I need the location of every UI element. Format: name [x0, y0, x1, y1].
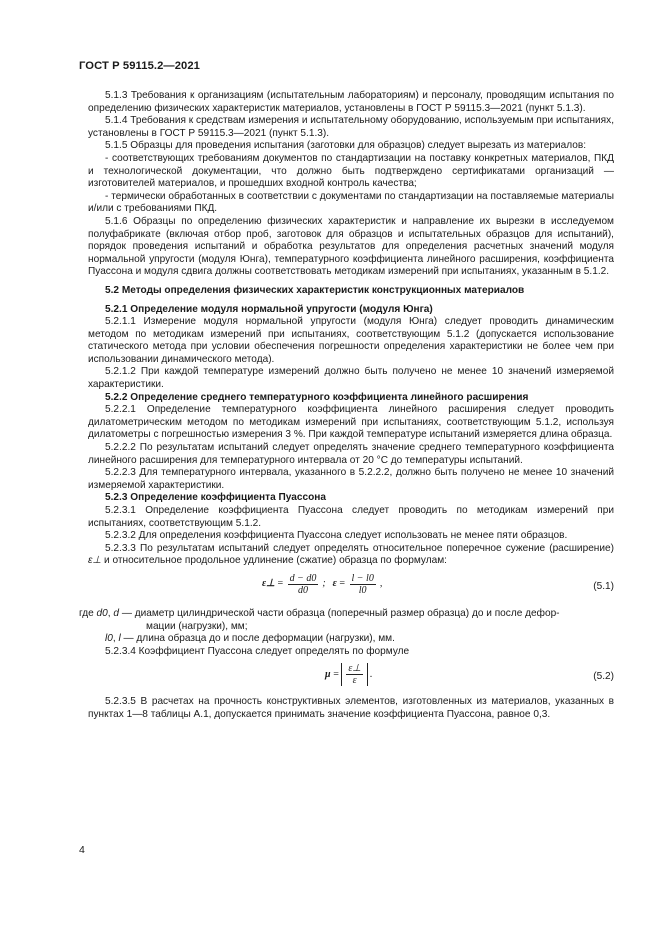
paragraph-5-1-4: 5.1.4 Требования к средствам измерения и испытательному оборудованию, используемым при испытаниях, установлены в ГОСТ Р 59115.3—2021 (пункт 5.1.3).	[88, 115, 614, 139]
paragraph-5-2-1-2: 5.2.1.2 При каждой температуре измерений должно быть получено не менее 10 значений измеряемой характеристики.	[88, 366, 614, 391]
subsection-heading-5-2-3: 5.2.3 Определение коэффициента Пуассона	[105, 492, 326, 504]
where-clause-l: l0, l — длина образца до и после деформации (нагрузки), мм.	[105, 633, 395, 645]
paragraph-5-2-3-3: 5.2.3.3 По результатам испытаний следует определять относительное поперечное сужение (расширение) ε⊥ и относительное продольное удлинение (сжатие) образца по формулам:	[88, 542, 614, 567]
paragraph-5-1-3: 5.1.3 Требования к организациям (испытательным лабораториям) и персоналу, проводящим испытания по определению физических характеристик материалов, установлены в ГОСТ Р 59115.3—2021 (пункт 5.1.3).	[88, 90, 614, 114]
formula-5-2: μ = $\frac{\varepsilon\perp}{\varepsilon}$ . (5.2)	[325, 663, 614, 687]
formula-5-1: ε⊥ = $\frac{d - d0}{d0}$ ; ε = $\frac{l - l0}{l0}$ , (5.1)	[262, 572, 614, 596]
formula-mu: μ	[325, 668, 331, 680]
document-body	[79, 90, 614, 722]
paragraph-5-2-3-2: 5.2.3.2 Для определения коэффициента Пуассона следует использовать не менее пяти образцов.	[105, 530, 568, 542]
epsilon-perp-symbol: ε⊥	[88, 555, 102, 567]
where-clause-d: где d0, d — диаметр цилиндрической части образца (поперечный размер образца) до и после дефор-	[79, 607, 560, 619]
paragraph-5-2-2-3: 5.2.2.3 Для температурного интервала, указанного в 5.2.2.2, должно быть получено не менее 10 значений измеряемой характеристики.	[88, 467, 614, 491]
section-heading-5-2: 5.2 Методы определения физических характеристик конструкционных материалов	[105, 284, 525, 296]
where-clause-d-continued: мации (нагрузки), мм;	[146, 620, 248, 632]
fraction-d: $\frac{d - d0}{d0}$	[289, 572, 317, 596]
paragraph-5-2-2-1: 5.2.2.1 Определение температурного коэффициента линейного расширения следует проводить дилатометрическим методом по методикам измерений при испытаниях, соответствующим 5.1.2, используя дилатометры с погрешностью измерения 3 %. При каждой температуре испытаний измеряется длина образца.	[88, 404, 614, 441]
paragraph-5-2-2-2: 5.2.2.2 По результатам испытаний следует определять значение среднего температурного коэффициента линейного расширения для температурного интервала от 20 °С до температуры испытаний.	[88, 442, 614, 466]
document-header: ГОСТ Р 59115.2—2021	[79, 60, 201, 72]
subsection-heading-5-2-2: 5.2.2 Определение среднего температурного коэффициента линейного расширения	[105, 391, 529, 403]
fraction-l: $\frac{l - l0}{l0}$	[351, 572, 374, 596]
paragraph-5-2-3-4: 5.2.3.4 Коэффициент Пуассона следует определять по формуле	[105, 645, 410, 657]
paragraph-5-2-1-1: 5.2.1.1 Измерение модуля нормальной упругости (модуля Юнга) следует проводить динамическим методом по методикам измерений при испытаниях, соответствующим 5.1.2 (допускается использование статического метода при условии обеспечения погрешности определения характеристики не более чем при использовании динамического метода).	[88, 316, 614, 365]
formula-number-5-1: (5.1)	[593, 580, 614, 592]
page-number: 4	[79, 844, 85, 856]
subsection-heading-5-2-1: 5.2.1 Определение модуля нормальной упругости (модуля Юнга)	[105, 303, 433, 315]
paragraph-5-1-6: 5.1.6 Образцы по определению физических характеристик и направление их вырезки в исследуемом полуфабрикате (включая отбор проб, заготовок для образцов и испытательных образцов для испытаний), порядок проведения испытаний и обработка результатов для определения расчетных значений модуля нормальной упругости (модуля Юнга), температурного коэффициента линейного расширения, коэффициента Пуассона и модуля сдвига должны соответствовать методикам измерений при испытаниях, указанным в 5.1.2.	[88, 215, 614, 278]
formula-number-5-2: (5.2)	[593, 671, 614, 683]
fraction-eps: $\frac{\varepsilon\perp}{\varepsilon}$	[348, 663, 361, 687]
paragraph-5-2-3-5: 5.2.3.5 В расчетах на прочность конструктивных элементов, изготовленных из материалов, указанных в пунктах 1—8 таблицы А.1, допускается принимать значение коэффициента Пуассона, равное 0,3.	[88, 696, 614, 720]
list-item-1: - соответствующих требованиям документов по стандартизации на поставку конкретных материалов, ПКД и технологической документации, что должно быть подтверждено сертификатами организаций — изготовителей материалов, и прошедших входной контроль качества;	[88, 152, 614, 190]
formula-eps: ε	[332, 578, 337, 590]
paragraph-5-1-5: 5.1.5 Образцы для проведения испытания (заготовки для образцов) следует вырезать из материалов:	[105, 140, 587, 152]
paragraph-5-2-3-1: 5.2.3.1 Определение коэффициента Пуассона следует проводить по методикам измерений при испытаниях, соответствующим 5.1.2.	[88, 505, 614, 529]
formula-eps-perp: ε⊥	[262, 578, 275, 590]
list-item-2: - термически обработанных в соответствии с документами по стандартизации на поставляемые материалы и/или с требованиями ПКД.	[88, 190, 614, 215]
